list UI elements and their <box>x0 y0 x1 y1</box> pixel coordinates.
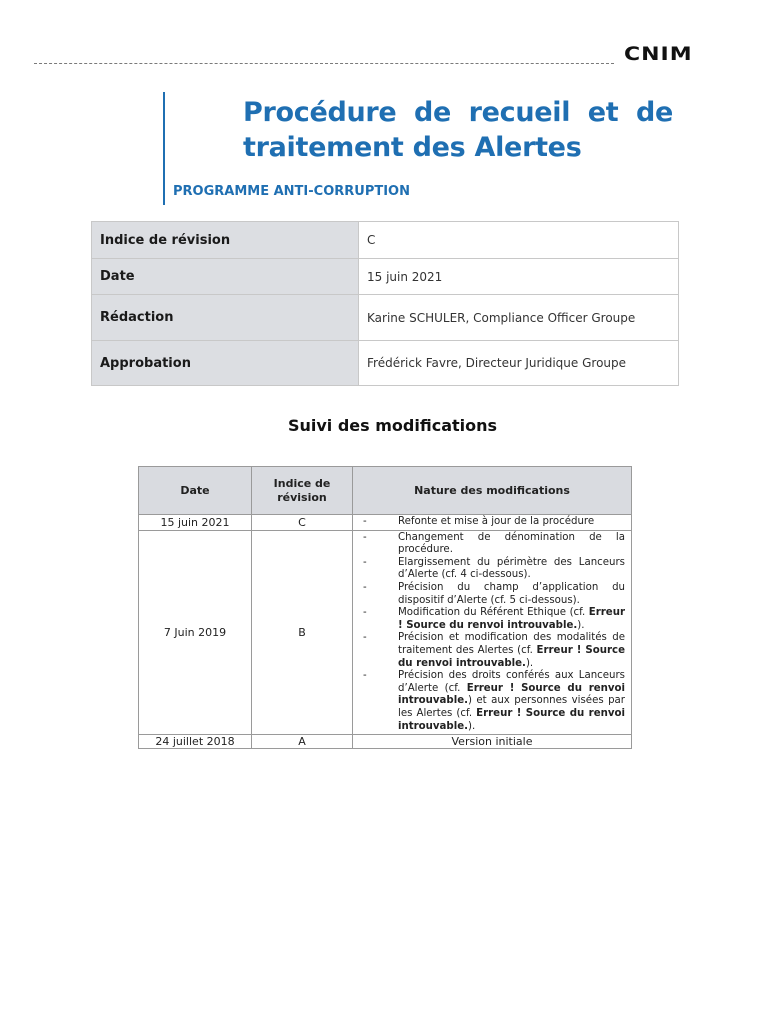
row-date: 15 juin 2021 <box>139 515 252 531</box>
info-value: Frédérick Favre, Directeur Juridique Groupe <box>359 341 679 386</box>
table-row <box>139 735 632 749</box>
modifications-title: Suivi des modifications <box>287 416 498 435</box>
info-label: Rédaction <box>92 295 359 341</box>
info-row-revision <box>92 222 679 259</box>
info-label: Date <box>92 259 359 295</box>
row-nature <box>353 515 632 531</box>
info-value: 15 juin 2021 <box>359 259 679 295</box>
document-title: Procédure de recueil et de traitement des Alertes <box>243 97 673 163</box>
document-info-table <box>91 221 679 386</box>
row-nature: Version initiale <box>353 735 632 749</box>
info-label: Indice de révision <box>92 222 359 259</box>
modifications-table <box>138 466 632 749</box>
modifications-header-row <box>139 467 632 515</box>
table-row <box>139 530 632 735</box>
broken-reference: Erreur ! Source du renvoi introuvable. <box>398 644 625 669</box>
info-value: C <box>359 222 679 259</box>
row-index: B <box>252 530 353 735</box>
modification-item: - Changement de dénomination de la procédure. <box>361 532 625 557</box>
row-date: 24 juillet 2018 <box>139 735 252 749</box>
modification-item: - Précision et modification des modalités de traitement des Alertes (cf. Erreur ! Source du renvoi introuvable.). <box>361 632 625 670</box>
header-nature: Nature des modifications <box>353 467 632 515</box>
info-label: Approbation <box>92 341 359 386</box>
modification-item: - Précision des droits conférés aux Lanceurs d’Alerte (cf. Erreur ! Source du renvoi introuvable.) et aux personnes visées par les Alertes (cf. Erreur ! Source du renvoi introuvable.). <box>361 670 625 733</box>
row-index: C <box>252 515 353 531</box>
info-row-date <box>92 259 679 295</box>
modification-item: - Précision du champ d’application du dispositif d’Alerte (cf. 5 ci-dessous). <box>361 582 625 607</box>
row-nature <box>353 530 632 735</box>
info-row-approbation <box>92 341 679 386</box>
document-subtitle: PROGRAMME ANTI-CORRUPTION <box>173 184 410 199</box>
header-rule <box>34 63 614 64</box>
header-date: Date <box>139 467 252 515</box>
info-value: Karine SCHULER, Compliance Officer Groupe <box>359 295 679 341</box>
modification-list <box>361 516 625 529</box>
broken-reference: Erreur ! Source du renvoi introuvable. <box>398 682 626 707</box>
modification-list <box>361 532 625 734</box>
row-index: A <box>252 735 353 749</box>
row-date: 7 Juin 2019 <box>139 530 252 735</box>
title-accent-bar <box>163 92 165 205</box>
modification-item: - Modification du Référent Ethique (cf. Erreur ! Source du renvoi introuvable.). <box>361 607 625 632</box>
broken-reference: Erreur ! Source du renvoi introuvable. <box>398 607 625 631</box>
modification-item: - Elargissement du périmètre des Lanceurs d’Alerte (cf. 4 ci-dessous). <box>361 557 625 582</box>
table-row <box>139 515 632 531</box>
company-logo: CNIM <box>624 43 693 66</box>
header-index: Indice de révision <box>252 467 353 515</box>
modification-item: - Refonte et mise à jour de la procédure <box>361 516 625 529</box>
info-row-redaction <box>92 295 679 341</box>
broken-reference: Erreur ! Source du renvoi introuvable. <box>398 707 625 732</box>
